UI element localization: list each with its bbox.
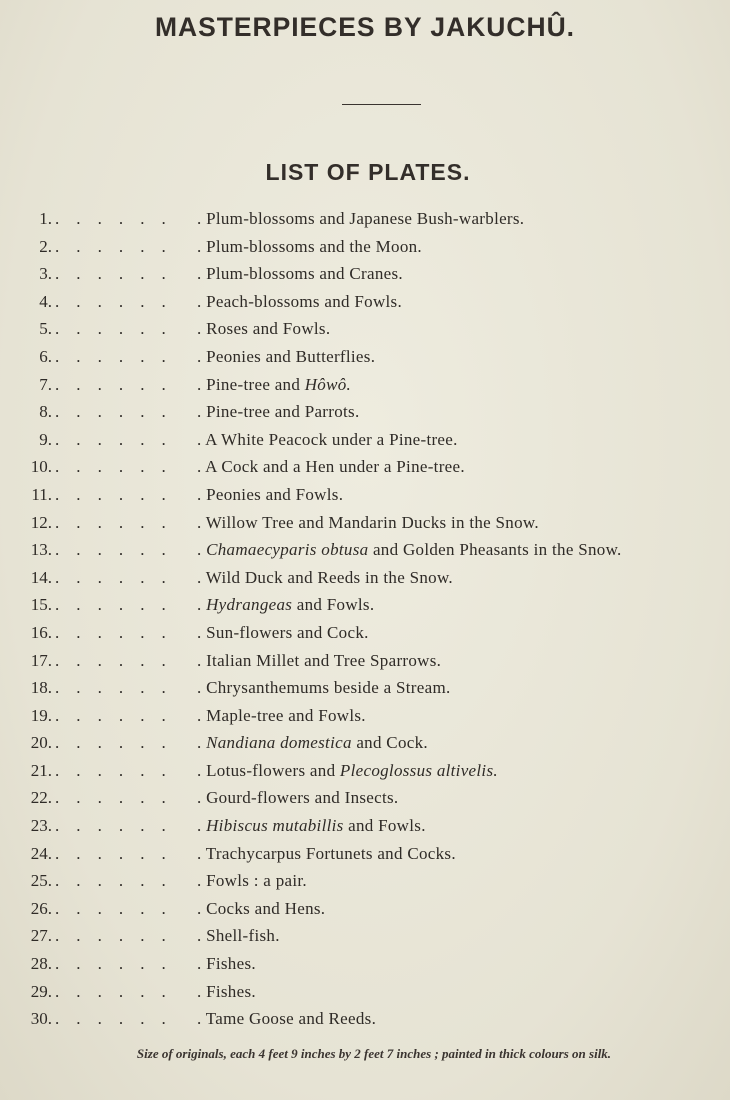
plate-title: [197, 371, 351, 399]
dot-leader: . . . . . .: [55, 788, 173, 808]
plate-title-segment: . Fishes.: [197, 981, 256, 1001]
plate-entry: [0, 784, 730, 812]
plate-entry: [0, 840, 730, 868]
plate-number: 29.: [30, 981, 52, 1001]
plate-title: [197, 564, 453, 592]
plate-title: [197, 619, 369, 647]
plate-entry: [0, 288, 730, 316]
plate-title-segment: . Chrysanthemums beside a Stream.: [197, 678, 451, 698]
dot-leader: . . . . . .: [55, 981, 173, 1001]
dot-leader: . . . . . .: [55, 622, 173, 642]
plate-number: 25.: [30, 871, 52, 891]
plate-entry: [0, 509, 730, 537]
plate-title-segment: .: [197, 816, 207, 836]
dot-leader: . . . . . .: [55, 650, 173, 670]
plate-title-segment: .: [197, 595, 207, 615]
plate-number: 24.: [30, 843, 52, 863]
plate-title-italic: Hydrangeas: [206, 595, 293, 615]
plate-title-segment: and Golden Pheasants in the Snow.: [368, 540, 622, 560]
plate-number: 10.: [30, 457, 52, 477]
plate-number: 12.: [30, 512, 52, 532]
dot-leader: . . . . . .: [55, 319, 173, 339]
dot-leader: . . . . . .: [55, 816, 173, 836]
plate-entry: [0, 371, 730, 399]
plate-number: 9.: [39, 429, 52, 449]
dot-leader: . . . . . .: [55, 705, 173, 725]
plate-entry: [0, 812, 730, 840]
plate-number: 1.: [39, 209, 52, 228]
plate-title: [197, 784, 398, 812]
plate-title-segment: . Peonies and Butterflies.: [197, 346, 376, 366]
plate-title: [197, 398, 360, 426]
plate-entry: [0, 205, 730, 233]
plate-entry: [0, 895, 730, 923]
plate-title-segment: . Plum-blossoms and the Moon.: [197, 236, 422, 256]
plate-entry: [0, 260, 730, 288]
plate-number: 4.: [39, 291, 52, 311]
dot-leader: . . . . . .: [55, 484, 173, 504]
plate-title-segment: .: [197, 733, 207, 753]
plate-number: 16.: [30, 622, 52, 642]
plate-number: 2.: [39, 236, 52, 256]
dot-leader: . . . . . .: [55, 678, 173, 698]
plate-number: 8.: [39, 402, 52, 422]
plate-title-segment: . Pine-tree and Parrots.: [197, 402, 360, 422]
dot-leader: . . . . . .: [55, 236, 173, 256]
plate-title-segment: and Fowls.: [292, 595, 375, 615]
footnote: Size of originals, each 4 feet 9 inches by 2 feet 7 inches ; painted in thick colours on silk.: [136, 1046, 612, 1061]
dot-leader: . . . . . .: [55, 871, 173, 891]
plate-title: [197, 481, 343, 509]
plate-entry: [0, 674, 730, 702]
plate-title-italic: Plecoglossus altivelis.: [339, 760, 498, 780]
dot-leader: . . . . . .: [55, 291, 173, 311]
dot-leader: . . . . . .: [55, 733, 173, 753]
plate-title: [197, 205, 524, 233]
plate-list: [0, 205, 730, 1033]
dot-leader: . . . . . .: [55, 1009, 173, 1029]
plate-title: [197, 647, 441, 675]
plate-number: 28.: [30, 954, 52, 974]
title-divider: [342, 104, 421, 105]
plate-title-segment: . Trachycarpus Fortunets and Cocks.: [197, 843, 456, 863]
plate-number: 26.: [30, 898, 52, 918]
dot-leader: . . . . . .: [55, 374, 173, 394]
plate-entry: [0, 950, 730, 978]
plate-entry: [0, 867, 730, 895]
plate-title: [197, 757, 498, 785]
plate-entry: [0, 315, 730, 343]
dot-leader: . . . . . .: [55, 843, 173, 863]
plate-entry: [0, 729, 730, 757]
dot-leader: . . . . . .: [55, 760, 173, 780]
plate-entry: [0, 343, 730, 371]
plate-entry: [0, 536, 730, 564]
plate-number: 22.: [30, 788, 52, 808]
dot-leader: . . . . . .: [55, 346, 173, 366]
plate-entry: [0, 757, 730, 785]
plate-title-segment: . Pine-tree and: [197, 374, 305, 394]
plate-number: 17.: [30, 650, 52, 670]
plate-number: 11.: [31, 484, 52, 504]
dot-leader: . . . . . .: [55, 926, 173, 946]
plate-entry: [0, 591, 730, 619]
plate-title-segment: . Plum-blossoms and Japanese Bush-warblers.: [197, 209, 525, 228]
plate-title: [197, 702, 366, 730]
plate-title: [197, 536, 622, 564]
plate-entry: [0, 398, 730, 426]
plate-title-italic: Hôwô.: [304, 374, 352, 394]
dot-leader: . . . . . .: [55, 264, 173, 284]
plate-title-segment: .: [197, 540, 207, 560]
plate-number: 18.: [30, 678, 52, 698]
plate-title-segment: . Tame Goose and Reeds.: [197, 1009, 377, 1029]
plate-title-segment: . Wild Duck and Reeds in the Snow.: [197, 567, 453, 587]
dot-leader: . . . . . .: [55, 457, 173, 477]
plate-title: [197, 867, 307, 895]
plate-title-segment: . Fishes.: [197, 954, 256, 974]
plate-number: 6.: [39, 346, 52, 366]
plate-title: [197, 840, 456, 868]
plate-entry: [0, 453, 730, 481]
plate-entry: [0, 978, 730, 1006]
plate-title-segment: . Sun-flowers and Cock.: [197, 622, 369, 642]
plate-number: 20.: [30, 733, 52, 753]
plate-title: [197, 509, 539, 537]
plate-number: 7.: [39, 374, 52, 394]
plate-number: 14.: [30, 567, 52, 587]
plate-title-segment: . Gourd-flowers and Insects.: [197, 788, 399, 808]
plate-title: [197, 426, 458, 454]
dot-leader: . . . . . .: [55, 402, 173, 422]
page-title: MASTERPIECES BY JAKUCHÛ.: [154, 12, 575, 42]
plate-title: [197, 812, 426, 840]
plate-title: [197, 674, 451, 702]
plate-entry: [0, 426, 730, 454]
plate-entry: [0, 922, 730, 950]
plate-title: [197, 922, 280, 950]
plate-title: [197, 343, 375, 371]
plate-title: [197, 1005, 376, 1033]
list-heading: LIST OF PLATES.: [265, 159, 471, 185]
dot-leader: . . . . . .: [55, 429, 173, 449]
plate-entry: [0, 619, 730, 647]
plate-title-italic: Chamaecyparis obtusa: [206, 540, 369, 560]
plate-number: 13.: [30, 540, 52, 560]
plate-title-segment: . Plum-blossoms and Cranes.: [197, 264, 403, 284]
plate-title-segment: and Fowls.: [343, 816, 426, 836]
plate-title: [197, 233, 422, 261]
plate-entry: [0, 702, 730, 730]
dot-leader: . . . . . .: [55, 540, 173, 560]
plate-title-segment: . A White Peacock under a Pine-tree.: [197, 429, 458, 449]
plate-number: 15.: [30, 595, 52, 615]
plate-title-segment: and Cock.: [351, 733, 428, 753]
plate-title-segment: . Lotus-flowers and: [197, 760, 340, 780]
plate-number: 23.: [30, 816, 52, 836]
plate-title: [197, 729, 428, 757]
dot-leader: . . . . . .: [55, 595, 173, 615]
plate-title-segment: . Italian Millet and Tree Sparrows.: [197, 650, 442, 670]
plate-number: 3.: [39, 264, 52, 284]
plate-entry: [0, 481, 730, 509]
plate-title-segment: . A Cock and a Hen under a Pine-tree.: [197, 457, 465, 477]
plate-title: [197, 950, 256, 978]
plate-number: 30.: [30, 1009, 52, 1029]
plate-title: [197, 288, 402, 316]
plate-title-italic: Hibiscus mutabillis: [206, 816, 344, 836]
plate-number: 27.: [30, 926, 52, 946]
dot-leader: . . . . . .: [55, 209, 173, 228]
plate-title: [197, 453, 465, 481]
plate-entry: [0, 233, 730, 261]
plate-title: [197, 895, 325, 923]
plate-title-segment: . Willow Tree and Mandarin Ducks in the Snow.: [197, 512, 539, 532]
plate-title-segment: . Cocks and Hens.: [197, 898, 326, 918]
plate-title-italic: Nandiana domestica: [206, 733, 352, 753]
plate-title-segment: . Shell-fish.: [197, 926, 280, 946]
dot-leader: . . . . . .: [55, 898, 173, 918]
plate-number: 5.: [39, 319, 52, 339]
dot-leader: . . . . . .: [55, 512, 173, 532]
plate-title: [197, 260, 403, 288]
plate-title-segment: . Fowls : a pair.: [197, 871, 307, 891]
dot-leader: . . . . . .: [55, 954, 173, 974]
dot-leader: . . . . . .: [55, 567, 173, 587]
plate-number: 21.: [30, 760, 52, 780]
plate-entry: [0, 647, 730, 675]
plate-title-segment: . Roses and Fowls.: [197, 319, 331, 339]
plate-number: 19.: [30, 705, 52, 725]
plate-title-segment: . Maple-tree and Fowls.: [197, 705, 366, 725]
plate-title: [197, 591, 374, 619]
plate-entry: [0, 564, 730, 592]
plate-title: [197, 315, 330, 343]
plate-title-segment: . Peach-blossoms and Fowls.: [197, 291, 403, 311]
plate-entry: [0, 1005, 730, 1033]
plate-title-segment: . Peonies and Fowls.: [197, 484, 344, 504]
plate-title: [197, 978, 256, 1006]
